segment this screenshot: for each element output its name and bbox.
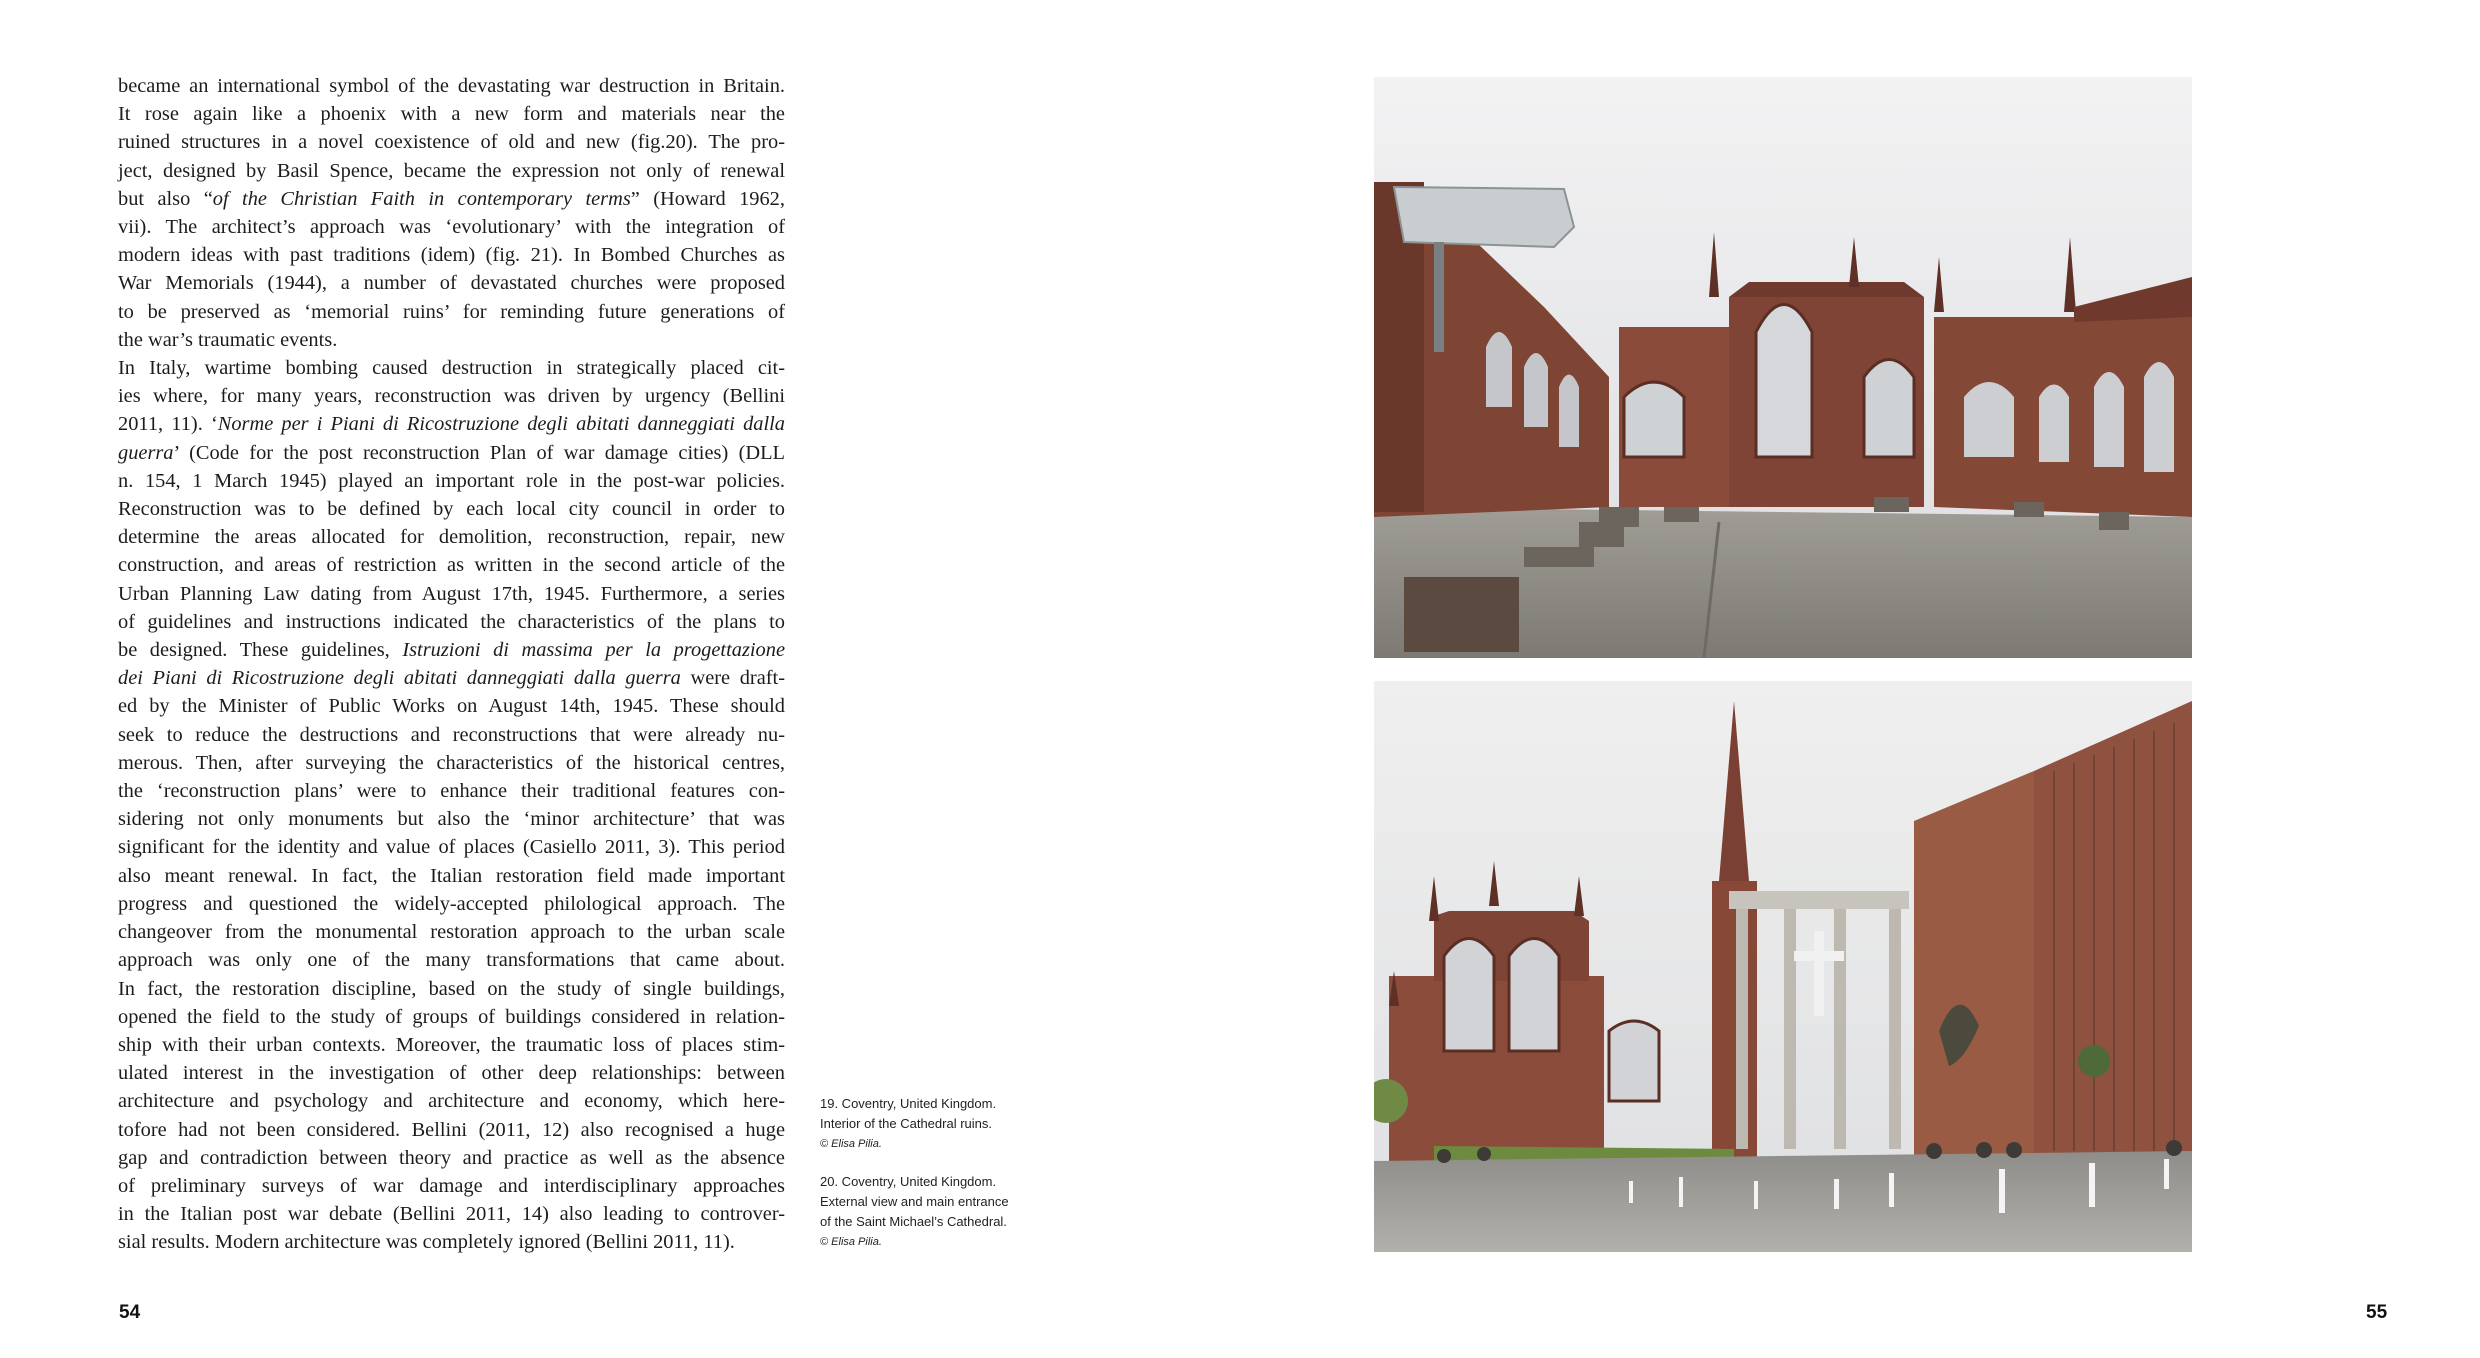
photo-saint-michaels-cathedral-exterior (1374, 681, 2192, 1252)
body-text-line: ies where, for many years, reconstruction was driven by urgency (Bellini (118, 385, 785, 408)
caption-credit: © Elisa Pilia. (820, 1236, 882, 1248)
italic-run: guerra (118, 441, 174, 464)
body-text-line (118, 410, 785, 438)
body-text-line: seek to reduce the destructions and reconstructions that were already nu- (118, 723, 785, 746)
body-text-line: ruined structures in a novel coexistence of old and new (fig.20). The pro- (118, 131, 785, 154)
caption-line: of the Saint Michael’s Cathedral. (820, 1214, 1007, 1229)
body-text-line: the war’s traumatic events. (118, 328, 338, 351)
body-text-line: architecture and psychology and architecture and economy, which here- (118, 1090, 785, 1113)
body-text-line: significant for the identity and value of places (Casiello 2011, 3). This period (118, 836, 785, 859)
body-text-line: to be preserved as ‘memorial ruins’ for reminding future generations of (118, 300, 785, 323)
caption-credit: © Elisa Pilia. (820, 1138, 882, 1150)
body-text-line: In Italy, wartime bombing caused destruction in strategically placed cit- (118, 357, 785, 380)
body-text-line: construction, and areas of restriction as written in the second article of the (118, 554, 785, 577)
body-text-line: merous. Then, after surveying the characteristics of the historical centres, (118, 751, 785, 774)
caption-fig-20 (820, 1172, 1050, 1252)
text-run: but also “ (118, 187, 213, 210)
caption-line: 20. Coventry, United Kingdom. (820, 1174, 997, 1189)
body-text-line: of preliminary surveys of war damage and interdisciplinary approaches (118, 1174, 785, 1197)
photo-cathedral-ruins-interior (1374, 77, 2192, 658)
body-text-line: n. 154, 1 March 1945) played an important role in the post-war policies. (118, 469, 785, 492)
page-number-left: 54 (119, 1302, 141, 1323)
body-text-line: tofore had not been considered. Bellini (2011, 12) also recognised a huge (118, 1118, 785, 1141)
caption-line: 19. Coventry, United Kingdom. (820, 1096, 997, 1111)
body-text-line: modern ideas with past traditions (idem) (fig. 21). In Bombed Churches as (118, 244, 785, 267)
caption-line: External view and main entrance (820, 1194, 1009, 1209)
body-text-line: gap and contradiction between theory and practice as well as the absence (118, 1146, 785, 1169)
text-run: ” (Howard 1962, (630, 187, 785, 210)
body-text-line: sial results. Modern architecture was completely ignored (Bellini 2011, 11). (118, 1231, 735, 1254)
body-text-line: changeover from the monumental restoration approach to the urban scale (118, 921, 785, 944)
caption-line: Interior of the Cathedral ruins. (820, 1116, 992, 1131)
italic-run: Istruzioni di massima per la progettazione (402, 639, 785, 662)
body-text-line: ship with their urban contexts. Moreover, the traumatic loss of places stim- (118, 1033, 785, 1056)
italic-run: dei Piani di Ricostruzione degli abitati danneggiati dalla guerra (118, 667, 681, 690)
body-text-line: ed by the Minister of Public Works on August 14th, 1945. These should (118, 695, 785, 718)
text-run: be designed. These guidelines, (118, 639, 403, 662)
text-run: 2011, 11). ‘ (118, 413, 218, 436)
body-text-line: progress and questioned the widely-accepted philological approach. The (118, 892, 785, 915)
body-text-line: approach was only one of the many transformations that came about. (118, 949, 785, 972)
body-text-line: ulated interest in the investigation of other deep relationships: between (118, 1062, 785, 1085)
text-run: ’ (Code for the post reconstruction Plan of war damage cities) (DLL (173, 441, 785, 464)
page-number-right: 55 (2366, 1302, 2388, 1323)
body-text-line: Urban Planning Law dating from August 17th, 1945. Furthermore, a series (118, 582, 785, 605)
italic-run: of the Christian Faith in contemporary terms (212, 187, 631, 210)
body-text-line: ject, designed by Basil Spence, became the expression not only of renewal (118, 159, 785, 182)
body-text-line (118, 185, 785, 213)
body-text-line: Reconstruction was to be defined by each local city council in order to (118, 498, 785, 521)
italic-run: Norme per i Piani di Ricostruzione degli abitati danneggiati dalla (217, 413, 785, 436)
body-text (118, 72, 785, 1257)
body-text-line: In fact, the restoration discipline, based on the study of single buildings, (118, 977, 785, 1000)
body-text-line (118, 439, 785, 467)
body-text-line: became an international symbol of the devastating war destruction in Britain. (118, 75, 785, 97)
body-text-line: It rose again like a phoenix with a new form and materials near the (118, 103, 785, 126)
body-text-line: opened the field to the study of groups of buildings considered in relation- (118, 1005, 785, 1028)
body-text-line: vii). The architect’s approach was ‘evolutionary’ with the integration of (118, 216, 785, 239)
body-text-line: also meant renewal. In fact, the Italian restoration field made important (118, 864, 785, 887)
body-text-line (118, 664, 785, 692)
body-text-line: of guidelines and instructions indicated the characteristics of the plans to (118, 610, 785, 633)
body-text-line: the ‘reconstruction plans’ were to enhance their traditional features con- (118, 780, 785, 803)
text-run: were draft- (680, 667, 785, 690)
body-text-line: determine the areas allocated for demolition, reconstruction, repair, new (118, 526, 785, 549)
caption-fig-19 (820, 1094, 1050, 1154)
body-text-line: sidering not only monuments but also the ‘minor architecture’ that was (118, 808, 785, 831)
body-text-line: in the Italian post war debate (Bellini 2011, 14) also leading to controver- (118, 1203, 785, 1226)
body-text-line (118, 636, 785, 664)
body-text-line: War Memorials (1944), a number of devastated churches were proposed (118, 272, 785, 295)
